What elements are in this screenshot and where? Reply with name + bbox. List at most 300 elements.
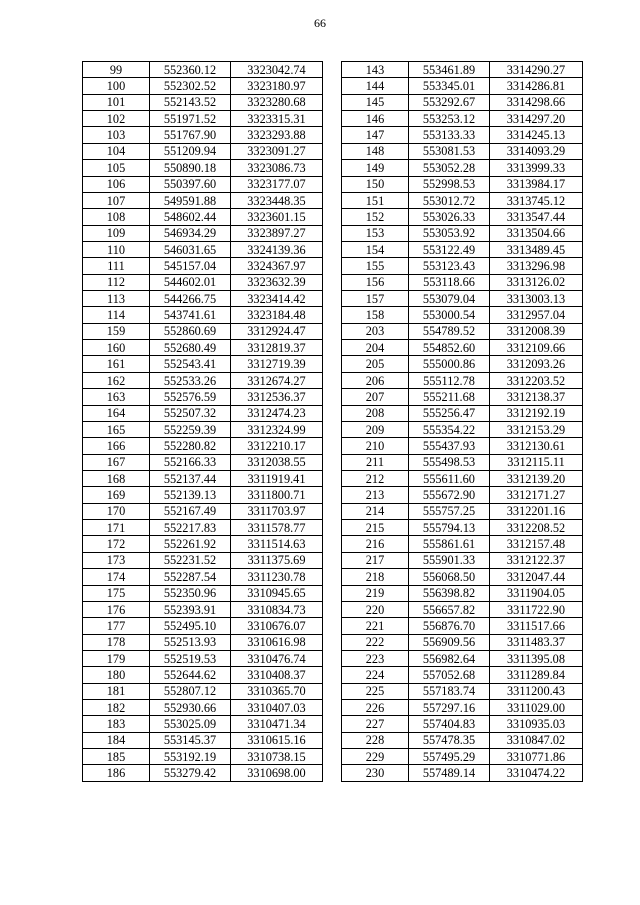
x-coordinate-cell: 555211.68 bbox=[409, 389, 490, 405]
x-coordinate-cell: 555256.47 bbox=[409, 405, 490, 421]
y-coordinate-cell: 3314245.13 bbox=[490, 127, 583, 143]
x-coordinate-cell: 544602.01 bbox=[150, 274, 231, 290]
x-coordinate-cell: 550890.18 bbox=[150, 160, 231, 176]
point-number-cell: 224 bbox=[342, 667, 409, 683]
point-number-cell: 205 bbox=[342, 356, 409, 372]
y-coordinate-cell: 3323315.31 bbox=[231, 111, 323, 127]
point-number-cell: 99 bbox=[83, 62, 150, 78]
table-row bbox=[83, 127, 323, 143]
point-number-cell: 108 bbox=[83, 209, 150, 225]
point-number-cell: 148 bbox=[342, 143, 409, 159]
table-row bbox=[83, 438, 323, 454]
table-row bbox=[342, 241, 583, 257]
x-coordinate-cell: 555498.53 bbox=[409, 454, 490, 470]
x-coordinate-cell: 553292.67 bbox=[409, 94, 490, 110]
table-row bbox=[83, 716, 323, 732]
table-row bbox=[342, 192, 583, 208]
point-number-cell: 156 bbox=[342, 274, 409, 290]
y-coordinate-cell: 3312208.52 bbox=[490, 520, 583, 536]
x-coordinate-cell: 545157.04 bbox=[150, 258, 231, 274]
point-number-cell: 104 bbox=[83, 143, 150, 159]
table-row bbox=[83, 454, 323, 470]
x-coordinate-cell: 556876.70 bbox=[409, 618, 490, 634]
x-coordinate-cell: 552533.26 bbox=[150, 372, 231, 388]
point-number-cell: 223 bbox=[342, 650, 409, 666]
y-coordinate-cell: 3312324.99 bbox=[231, 421, 323, 437]
x-coordinate-cell: 555672.90 bbox=[409, 487, 490, 503]
point-number-cell: 180 bbox=[83, 667, 150, 683]
table-row bbox=[83, 291, 323, 307]
y-coordinate-cell: 3310676.07 bbox=[231, 618, 323, 634]
y-coordinate-cell: 3313547.44 bbox=[490, 209, 583, 225]
y-coordinate-cell: 3310408.37 bbox=[231, 667, 323, 683]
x-coordinate-cell: 552998.53 bbox=[409, 176, 490, 192]
point-number-cell: 106 bbox=[83, 176, 150, 192]
y-coordinate-cell: 3311514.63 bbox=[231, 536, 323, 552]
table-row bbox=[342, 683, 583, 699]
y-coordinate-cell: 3312210.17 bbox=[231, 438, 323, 454]
y-coordinate-cell: 3312674.27 bbox=[231, 372, 323, 388]
x-coordinate-cell: 552513.93 bbox=[150, 634, 231, 650]
x-coordinate-cell: 552507.32 bbox=[150, 405, 231, 421]
y-coordinate-cell: 3312192.19 bbox=[490, 405, 583, 421]
table-row bbox=[342, 520, 583, 536]
x-coordinate-cell: 553118.66 bbox=[409, 274, 490, 290]
table-row bbox=[342, 323, 583, 339]
point-number-cell: 109 bbox=[83, 225, 150, 241]
x-coordinate-cell: 552280.82 bbox=[150, 438, 231, 454]
x-coordinate-cell: 552543.41 bbox=[150, 356, 231, 372]
table-row bbox=[342, 700, 583, 716]
table-row bbox=[342, 716, 583, 732]
x-coordinate-cell: 557489.14 bbox=[409, 765, 490, 781]
point-number-cell: 101 bbox=[83, 94, 150, 110]
point-number-cell: 167 bbox=[83, 454, 150, 470]
point-number-cell: 215 bbox=[342, 520, 409, 536]
point-number-cell: 163 bbox=[83, 389, 150, 405]
table-row bbox=[342, 650, 583, 666]
y-coordinate-cell: 3310471.34 bbox=[231, 716, 323, 732]
y-coordinate-cell: 3313296.98 bbox=[490, 258, 583, 274]
point-number-cell: 172 bbox=[83, 536, 150, 552]
y-coordinate-cell: 3312153.29 bbox=[490, 421, 583, 437]
point-number-cell: 209 bbox=[342, 421, 409, 437]
table-row bbox=[83, 160, 323, 176]
y-coordinate-cell: 3312038.55 bbox=[231, 454, 323, 470]
table-row bbox=[83, 601, 323, 617]
x-coordinate-cell: 552167.49 bbox=[150, 503, 231, 519]
x-coordinate-cell: 552680.49 bbox=[150, 340, 231, 356]
y-coordinate-cell: 3312139.20 bbox=[490, 470, 583, 486]
point-number-cell: 110 bbox=[83, 241, 150, 257]
table-row bbox=[83, 552, 323, 568]
y-coordinate-cell: 3311578.77 bbox=[231, 520, 323, 536]
y-coordinate-cell: 3312008.39 bbox=[490, 323, 583, 339]
point-number-cell: 103 bbox=[83, 127, 150, 143]
point-number-cell: 159 bbox=[83, 323, 150, 339]
y-coordinate-cell: 3314298.66 bbox=[490, 94, 583, 110]
x-coordinate-cell: 552519.53 bbox=[150, 650, 231, 666]
x-coordinate-cell: 557495.29 bbox=[409, 749, 490, 765]
table-row bbox=[83, 307, 323, 323]
x-coordinate-cell: 553133.33 bbox=[409, 127, 490, 143]
x-coordinate-cell: 552360.12 bbox=[150, 62, 231, 78]
table-row bbox=[342, 160, 583, 176]
y-coordinate-cell: 3310935.03 bbox=[490, 716, 583, 732]
y-coordinate-cell: 3323414.42 bbox=[231, 291, 323, 307]
y-coordinate-cell: 3323280.68 bbox=[231, 94, 323, 110]
x-coordinate-cell: 552302.52 bbox=[150, 78, 231, 94]
x-coordinate-cell: 552143.52 bbox=[150, 94, 231, 110]
table-row bbox=[83, 765, 323, 781]
table-row bbox=[342, 438, 583, 454]
point-number-cell: 155 bbox=[342, 258, 409, 274]
y-coordinate-cell: 3311230.78 bbox=[231, 569, 323, 585]
y-coordinate-cell: 3313745.12 bbox=[490, 192, 583, 208]
x-coordinate-cell: 552644.62 bbox=[150, 667, 231, 683]
point-number-cell: 111 bbox=[83, 258, 150, 274]
y-coordinate-cell: 3312130.61 bbox=[490, 438, 583, 454]
y-coordinate-cell: 3312122.37 bbox=[490, 552, 583, 568]
x-coordinate-cell: 555901.33 bbox=[409, 552, 490, 568]
point-number-cell: 154 bbox=[342, 241, 409, 257]
table-row bbox=[342, 258, 583, 274]
y-coordinate-cell: 3312047.44 bbox=[490, 569, 583, 585]
point-number-cell: 170 bbox=[83, 503, 150, 519]
point-number-cell: 102 bbox=[83, 111, 150, 127]
y-coordinate-cell: 3313504.66 bbox=[490, 225, 583, 241]
x-coordinate-cell: 553026.33 bbox=[409, 209, 490, 225]
table-row bbox=[83, 143, 323, 159]
point-number-cell: 176 bbox=[83, 601, 150, 617]
y-coordinate-cell: 3312957.04 bbox=[490, 307, 583, 323]
y-coordinate-cell: 3311919.41 bbox=[231, 470, 323, 486]
y-coordinate-cell: 3312201.16 bbox=[490, 503, 583, 519]
table-row bbox=[342, 274, 583, 290]
table-row bbox=[342, 94, 583, 110]
point-number-cell: 162 bbox=[83, 372, 150, 388]
table-row bbox=[83, 520, 323, 536]
x-coordinate-cell: 557052.68 bbox=[409, 667, 490, 683]
point-number-cell: 185 bbox=[83, 749, 150, 765]
x-coordinate-cell: 553052.28 bbox=[409, 160, 490, 176]
table-row bbox=[342, 143, 583, 159]
table-row bbox=[83, 94, 323, 110]
x-coordinate-cell: 552495.10 bbox=[150, 618, 231, 634]
x-coordinate-cell: 552217.83 bbox=[150, 520, 231, 536]
y-coordinate-cell: 3312819.37 bbox=[231, 340, 323, 356]
y-coordinate-cell: 3314093.29 bbox=[490, 143, 583, 159]
x-coordinate-cell: 546031.65 bbox=[150, 241, 231, 257]
y-coordinate-cell: 3312474.23 bbox=[231, 405, 323, 421]
x-coordinate-cell: 553081.53 bbox=[409, 143, 490, 159]
x-coordinate-cell: 551209.94 bbox=[150, 143, 231, 159]
table-row bbox=[83, 323, 323, 339]
table-row bbox=[83, 258, 323, 274]
table-row bbox=[83, 749, 323, 765]
y-coordinate-cell: 3310616.98 bbox=[231, 634, 323, 650]
y-coordinate-cell: 3313126.02 bbox=[490, 274, 583, 290]
x-coordinate-cell: 543741.61 bbox=[150, 307, 231, 323]
point-number-cell: 161 bbox=[83, 356, 150, 372]
table-row bbox=[342, 667, 583, 683]
point-number-cell: 113 bbox=[83, 291, 150, 307]
x-coordinate-cell: 556982.64 bbox=[409, 650, 490, 666]
table-row bbox=[342, 78, 583, 94]
point-number-cell: 112 bbox=[83, 274, 150, 290]
point-number-cell: 168 bbox=[83, 470, 150, 486]
x-coordinate-cell: 555794.13 bbox=[409, 520, 490, 536]
x-coordinate-cell: 557478.35 bbox=[409, 732, 490, 748]
y-coordinate-cell: 3310615.16 bbox=[231, 732, 323, 748]
table-row bbox=[83, 536, 323, 552]
table-row bbox=[342, 585, 583, 601]
table-row bbox=[83, 209, 323, 225]
point-number-cell: 227 bbox=[342, 716, 409, 732]
table-row bbox=[83, 421, 323, 437]
point-number-cell: 100 bbox=[83, 78, 150, 94]
point-number-cell: 182 bbox=[83, 700, 150, 716]
x-coordinate-cell: 553345.01 bbox=[409, 78, 490, 94]
point-number-cell: 173 bbox=[83, 552, 150, 568]
table-row bbox=[342, 634, 583, 650]
x-coordinate-cell: 544266.75 bbox=[150, 291, 231, 307]
y-coordinate-cell: 3312536.37 bbox=[231, 389, 323, 405]
x-coordinate-cell: 553000.54 bbox=[409, 307, 490, 323]
table-row bbox=[342, 421, 583, 437]
point-number-cell: 105 bbox=[83, 160, 150, 176]
table-row bbox=[342, 552, 583, 568]
point-number-cell: 207 bbox=[342, 389, 409, 405]
x-coordinate-cell: 555757.25 bbox=[409, 503, 490, 519]
table-row bbox=[342, 503, 583, 519]
coordinates-table-left bbox=[82, 61, 323, 782]
y-coordinate-cell: 3323897.27 bbox=[231, 225, 323, 241]
x-coordinate-cell: 557183.74 bbox=[409, 683, 490, 699]
point-number-cell: 203 bbox=[342, 323, 409, 339]
y-coordinate-cell: 3312093.26 bbox=[490, 356, 583, 372]
y-coordinate-cell: 3311375.69 bbox=[231, 552, 323, 568]
table-row bbox=[83, 372, 323, 388]
point-number-cell: 153 bbox=[342, 225, 409, 241]
y-coordinate-cell: 3313984.17 bbox=[490, 176, 583, 192]
point-number-cell: 178 bbox=[83, 634, 150, 650]
table-row bbox=[83, 569, 323, 585]
x-coordinate-cell: 555861.61 bbox=[409, 536, 490, 552]
x-coordinate-cell: 554789.52 bbox=[409, 323, 490, 339]
table-row bbox=[83, 405, 323, 421]
y-coordinate-cell: 3312138.37 bbox=[490, 389, 583, 405]
table-row bbox=[342, 209, 583, 225]
y-coordinate-cell: 3310771.86 bbox=[490, 749, 583, 765]
point-number-cell: 150 bbox=[342, 176, 409, 192]
table-row bbox=[342, 487, 583, 503]
point-number-cell: 206 bbox=[342, 372, 409, 388]
x-coordinate-cell: 553145.37 bbox=[150, 732, 231, 748]
table-row bbox=[83, 78, 323, 94]
y-coordinate-cell: 3312157.48 bbox=[490, 536, 583, 552]
y-coordinate-cell: 3311722.90 bbox=[490, 601, 583, 617]
y-coordinate-cell: 3310365.70 bbox=[231, 683, 323, 699]
x-coordinate-cell: 551767.90 bbox=[150, 127, 231, 143]
x-coordinate-cell: 552860.69 bbox=[150, 323, 231, 339]
point-number-cell: 169 bbox=[83, 487, 150, 503]
y-coordinate-cell: 3312203.52 bbox=[490, 372, 583, 388]
table-row bbox=[83, 503, 323, 519]
point-number-cell: 144 bbox=[342, 78, 409, 94]
x-coordinate-cell: 553025.09 bbox=[150, 716, 231, 732]
table-row bbox=[83, 176, 323, 192]
y-coordinate-cell: 3312171.27 bbox=[490, 487, 583, 503]
table-row bbox=[342, 372, 583, 388]
x-coordinate-cell: 553012.72 bbox=[409, 192, 490, 208]
table-row bbox=[342, 340, 583, 356]
point-number-cell: 171 bbox=[83, 520, 150, 536]
point-number-cell: 149 bbox=[342, 160, 409, 176]
y-coordinate-cell: 3312109.66 bbox=[490, 340, 583, 356]
point-number-cell: 107 bbox=[83, 192, 150, 208]
y-coordinate-cell: 3314297.20 bbox=[490, 111, 583, 127]
y-coordinate-cell: 3314290.27 bbox=[490, 62, 583, 78]
y-coordinate-cell: 3313999.33 bbox=[490, 160, 583, 176]
y-coordinate-cell: 3323086.73 bbox=[231, 160, 323, 176]
table-row bbox=[342, 127, 583, 143]
point-number-cell: 210 bbox=[342, 438, 409, 454]
point-number-cell: 146 bbox=[342, 111, 409, 127]
table-row bbox=[342, 765, 583, 781]
point-number-cell: 184 bbox=[83, 732, 150, 748]
x-coordinate-cell: 552231.52 bbox=[150, 552, 231, 568]
table-row bbox=[342, 470, 583, 486]
y-coordinate-cell: 3311200.43 bbox=[490, 683, 583, 699]
table-row bbox=[342, 536, 583, 552]
table-row bbox=[83, 356, 323, 372]
point-number-cell: 166 bbox=[83, 438, 150, 454]
table-row bbox=[83, 111, 323, 127]
y-coordinate-cell: 3310738.15 bbox=[231, 749, 323, 765]
y-coordinate-cell: 3311904.05 bbox=[490, 585, 583, 601]
point-number-cell: 147 bbox=[342, 127, 409, 143]
table-row bbox=[83, 241, 323, 257]
table-row bbox=[342, 389, 583, 405]
point-number-cell: 222 bbox=[342, 634, 409, 650]
x-coordinate-cell: 552166.33 bbox=[150, 454, 231, 470]
y-coordinate-cell: 3313489.45 bbox=[490, 241, 583, 257]
x-coordinate-cell: 552139.13 bbox=[150, 487, 231, 503]
x-coordinate-cell: 552393.91 bbox=[150, 601, 231, 617]
table-row bbox=[83, 618, 323, 634]
y-coordinate-cell: 3311395.08 bbox=[490, 650, 583, 666]
y-coordinate-cell: 3311800.71 bbox=[231, 487, 323, 503]
x-coordinate-cell: 555437.93 bbox=[409, 438, 490, 454]
point-number-cell: 228 bbox=[342, 732, 409, 748]
x-coordinate-cell: 552930.66 bbox=[150, 700, 231, 716]
point-number-cell: 177 bbox=[83, 618, 150, 634]
point-number-cell: 114 bbox=[83, 307, 150, 323]
x-coordinate-cell: 546934.29 bbox=[150, 225, 231, 241]
point-number-cell: 157 bbox=[342, 291, 409, 307]
point-number-cell: 158 bbox=[342, 307, 409, 323]
point-number-cell: 204 bbox=[342, 340, 409, 356]
point-number-cell: 175 bbox=[83, 585, 150, 601]
y-coordinate-cell: 3323091.27 bbox=[231, 143, 323, 159]
table-row bbox=[83, 700, 323, 716]
table-row bbox=[83, 225, 323, 241]
y-coordinate-cell: 3311029.00 bbox=[490, 700, 583, 716]
table-row bbox=[342, 111, 583, 127]
table-row bbox=[342, 291, 583, 307]
point-number-cell: 212 bbox=[342, 470, 409, 486]
y-coordinate-cell: 3323042.74 bbox=[231, 62, 323, 78]
x-coordinate-cell: 548602.44 bbox=[150, 209, 231, 225]
point-number-cell: 151 bbox=[342, 192, 409, 208]
x-coordinate-cell: 553461.89 bbox=[409, 62, 490, 78]
x-coordinate-cell: 553123.43 bbox=[409, 258, 490, 274]
y-coordinate-cell: 3314286.81 bbox=[490, 78, 583, 94]
table-row bbox=[83, 389, 323, 405]
point-number-cell: 179 bbox=[83, 650, 150, 666]
y-coordinate-cell: 3324139.36 bbox=[231, 241, 323, 257]
table-row bbox=[83, 667, 323, 683]
point-number-cell: 226 bbox=[342, 700, 409, 716]
point-number-cell: 165 bbox=[83, 421, 150, 437]
table-row bbox=[342, 405, 583, 421]
table-row bbox=[83, 487, 323, 503]
y-coordinate-cell: 3312924.47 bbox=[231, 323, 323, 339]
table-row bbox=[83, 634, 323, 650]
x-coordinate-cell: 553279.42 bbox=[150, 765, 231, 781]
y-coordinate-cell: 3311703.97 bbox=[231, 503, 323, 519]
y-coordinate-cell: 3323180.97 bbox=[231, 78, 323, 94]
point-number-cell: 218 bbox=[342, 569, 409, 585]
x-coordinate-cell: 552261.92 bbox=[150, 536, 231, 552]
table-row bbox=[83, 650, 323, 666]
point-number-cell: 152 bbox=[342, 209, 409, 225]
table-row bbox=[83, 62, 323, 78]
x-coordinate-cell: 552259.39 bbox=[150, 421, 231, 437]
y-coordinate-cell: 3310476.74 bbox=[231, 650, 323, 666]
table-row bbox=[83, 274, 323, 290]
point-number-cell: 216 bbox=[342, 536, 409, 552]
table-row bbox=[342, 307, 583, 323]
point-number-cell: 225 bbox=[342, 683, 409, 699]
y-coordinate-cell: 3323184.48 bbox=[231, 307, 323, 323]
point-number-cell: 208 bbox=[342, 405, 409, 421]
x-coordinate-cell: 555354.22 bbox=[409, 421, 490, 437]
point-number-cell: 221 bbox=[342, 618, 409, 634]
x-coordinate-cell: 553122.49 bbox=[409, 241, 490, 257]
table-row bbox=[342, 601, 583, 617]
point-number-cell: 220 bbox=[342, 601, 409, 617]
point-number-cell: 211 bbox=[342, 454, 409, 470]
coordinates-table-right bbox=[341, 61, 583, 782]
x-coordinate-cell: 553192.19 bbox=[150, 749, 231, 765]
x-coordinate-cell: 553053.92 bbox=[409, 225, 490, 241]
x-coordinate-cell: 551971.52 bbox=[150, 111, 231, 127]
point-number-cell: 217 bbox=[342, 552, 409, 568]
y-coordinate-cell: 3323448.35 bbox=[231, 192, 323, 208]
x-coordinate-cell: 552287.54 bbox=[150, 569, 231, 585]
point-number-cell: 183 bbox=[83, 716, 150, 732]
table-row bbox=[83, 340, 323, 356]
table-row bbox=[342, 749, 583, 765]
y-coordinate-cell: 3311517.66 bbox=[490, 618, 583, 634]
y-coordinate-cell: 3312719.39 bbox=[231, 356, 323, 372]
x-coordinate-cell: 553079.04 bbox=[409, 291, 490, 307]
table-row bbox=[83, 585, 323, 601]
point-number-cell: 219 bbox=[342, 585, 409, 601]
point-number-cell: 213 bbox=[342, 487, 409, 503]
